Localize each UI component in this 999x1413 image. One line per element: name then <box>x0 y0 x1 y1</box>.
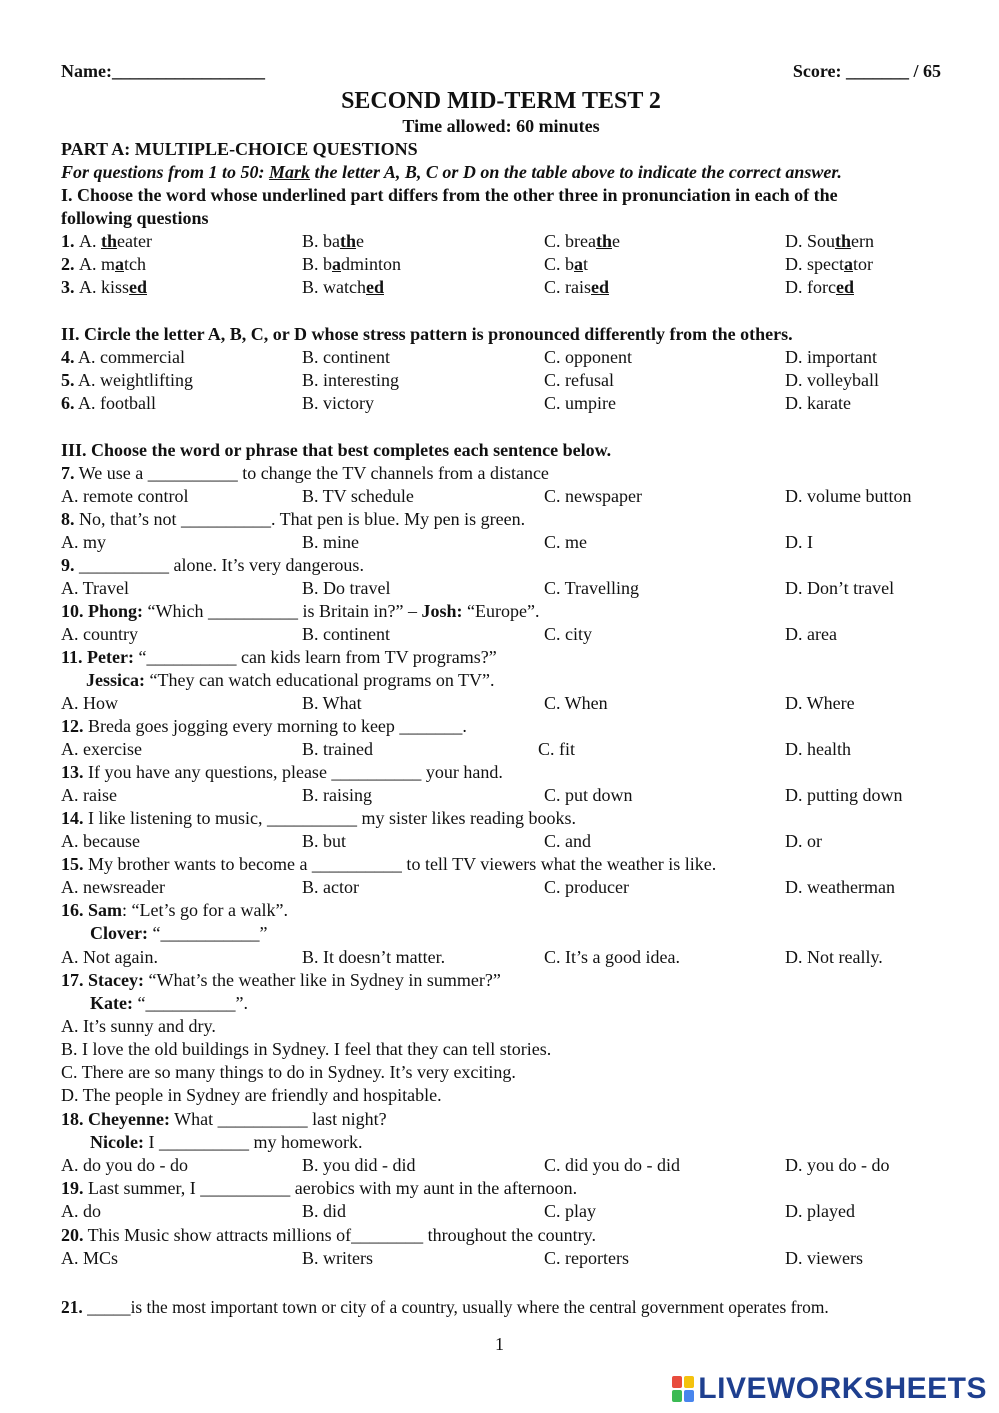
q13-option-b[interactable]: B. raising <box>302 785 372 805</box>
q20-option-c[interactable]: C. reporters <box>544 1248 629 1268</box>
q10-option-d[interactable]: D. area <box>785 624 837 644</box>
q20-options <box>61 1247 941 1270</box>
q18-option-d[interactable]: D. you do - do <box>785 1155 890 1175</box>
q21-stem: 21. _____is the most important town or city of a country, usually where the central government operates from. <box>61 1297 829 1317</box>
q1-option-b[interactable]: B. bathe <box>302 231 365 251</box>
q2-option-b[interactable]: B. badminton <box>302 254 402 274</box>
q11-option-c[interactable]: C. When <box>544 693 608 713</box>
q6-option-d[interactable]: D. karate <box>785 393 851 413</box>
q17-stem: 17. Stacey: “What’s the weather like in Sydney in summer?” <box>61 970 501 990</box>
q12-option-a[interactable]: A. exercise <box>61 739 142 759</box>
q9-options <box>61 577 941 600</box>
q8-options <box>61 531 941 554</box>
q13-options <box>61 784 941 807</box>
q3-option-b[interactable]: B. watched <box>302 277 384 297</box>
q15-option-c[interactable]: C. producer <box>544 877 629 897</box>
q9-option-b[interactable]: B. Do travel <box>302 578 391 598</box>
q18-option-b[interactable]: B. you did - did <box>302 1155 416 1175</box>
q8-option-a[interactable]: A. my <box>61 532 106 552</box>
page-number: 1 <box>495 1334 504 1354</box>
q6-option-a[interactable]: 6. A. football <box>61 393 157 413</box>
question-3 <box>61 276 941 299</box>
q15-option-d[interactable]: D. weatherman <box>785 877 895 897</box>
q15-option-a[interactable]: A. newsreader <box>61 877 165 897</box>
q14-stem: 14. I like listening to music, __________ my sister likes reading books. <box>61 808 576 828</box>
question-6 <box>61 392 941 415</box>
q16-stem-2: Clover: “___________” <box>90 923 268 943</box>
q10-stem: 10. Phong: “Which __________ is Britain in?” – Josh: “Europe”. <box>61 601 540 621</box>
q17-option-c[interactable]: C. There are so many things to do in Sydney. It’s very exciting. <box>61 1062 516 1082</box>
q11-option-d[interactable]: D. Where <box>785 693 855 713</box>
logo-text: LIVEWORKSHEETS <box>698 1372 987 1405</box>
q17-option-b[interactable]: B. I love the old buildings in Sydney. I feel that they can tell stories. <box>61 1039 552 1059</box>
page-title: SECOND MID-TERM TEST 2 <box>341 88 661 114</box>
q12-stem: 12. Breda goes jogging every morning to keep _______. <box>61 716 467 736</box>
q16-option-b[interactable]: B. It doesn’t matter. <box>302 947 446 967</box>
q13-option-a[interactable]: A. raise <box>61 785 117 805</box>
q14-options <box>61 830 941 853</box>
question-5 <box>61 369 941 392</box>
liveworksheets-logo[interactable] <box>672 1372 987 1406</box>
name-field[interactable]: Name:_________________ <box>61 61 265 81</box>
q8-option-b[interactable]: B. mine <box>302 532 359 552</box>
q15-options <box>61 876 941 899</box>
q9-stem: 9. __________ alone. It’s very dangerous. <box>61 555 364 575</box>
section-1-heading-2: following questions <box>61 208 209 228</box>
q9-option-a[interactable]: A. Travel <box>61 578 130 598</box>
q16-option-c[interactable]: C. It’s a good idea. <box>544 947 680 967</box>
q16-stem: 16. Sam: “Let’s go for a walk”. <box>61 900 288 920</box>
q7-option-b[interactable]: B. TV schedule <box>302 486 414 506</box>
score-field: Score: _______ / 65 <box>792 61 941 81</box>
q4-option-a[interactable]: 4. A. commercial <box>61 347 185 367</box>
q1-option-c[interactable]: C. breathe <box>544 231 620 251</box>
q12-option-d[interactable]: D. health <box>785 739 851 759</box>
q17-option-a[interactable]: A. It’s sunny and dry. <box>61 1016 216 1036</box>
q6-option-b[interactable]: B. victory <box>302 393 374 413</box>
q14-option-c[interactable]: C. and <box>544 831 591 851</box>
q19-option-a[interactable]: A. do <box>61 1201 101 1221</box>
q16-options <box>61 946 941 969</box>
q15-option-b[interactable]: B. actor <box>302 877 359 897</box>
q10-option-b[interactable]: B. continent <box>302 624 390 644</box>
q19-stem: 19. Last summer, I __________ aerobics with my aunt in the afternoon. <box>61 1178 578 1198</box>
q11-options <box>61 692 941 715</box>
q14-option-b[interactable]: B. but <box>302 831 347 851</box>
q14-option-d[interactable]: D. or <box>785 831 822 851</box>
q19-option-b[interactable]: B. did <box>302 1201 347 1221</box>
q10-option-a[interactable]: A. country <box>61 624 138 644</box>
q5-option-b[interactable]: B. interesting <box>302 370 399 390</box>
q19-option-d[interactable]: D. played <box>785 1201 855 1221</box>
q6-option-c[interactable]: C. umpire <box>544 393 616 413</box>
q11-stem: 11. Peter: “__________ can kids learn from TV programs?” <box>61 647 497 667</box>
liveworksheets-icon <box>672 1376 694 1402</box>
q7-options <box>61 485 941 508</box>
q11-stem-2: Jessica: “They can watch educational programs on TV”. <box>86 670 495 690</box>
q3-option-c[interactable]: C. raised <box>544 277 609 297</box>
question-1 <box>61 230 941 253</box>
q10-option-c[interactable]: C. city <box>544 624 592 644</box>
q16-option-a[interactable]: A. Not again. <box>61 947 158 967</box>
q13-option-d[interactable]: D. putting down <box>785 785 903 805</box>
question-2 <box>61 253 941 276</box>
q3-option-d[interactable]: D. forced <box>785 277 854 297</box>
question-4 <box>61 346 941 369</box>
q2-option-c[interactable]: C. bat <box>544 254 589 274</box>
q11-option-a[interactable]: A. How <box>61 693 118 713</box>
q19-option-c[interactable]: C. play <box>544 1201 596 1221</box>
q5-option-d[interactable]: D. volleyball <box>785 370 879 390</box>
q1-option-a[interactable]: 1. A. theater <box>61 231 152 251</box>
q4-option-c[interactable]: C. opponent <box>544 347 632 367</box>
q7-option-d[interactable]: D. volume button <box>785 486 912 506</box>
q16-option-d[interactable]: D. Not really. <box>785 947 883 967</box>
q3-option-a[interactable]: 3. A. kissed <box>61 277 148 297</box>
q8-option-c[interactable]: C. me <box>544 532 587 552</box>
q13-option-c[interactable]: C. put down <box>544 785 633 805</box>
q20-option-b[interactable]: B. writers <box>302 1248 373 1268</box>
q9-option-c[interactable]: C. Travelling <box>544 578 640 598</box>
q12-option-b[interactable]: B. trained <box>302 739 373 759</box>
q19-options <box>61 1200 941 1223</box>
q10-options <box>61 623 941 646</box>
q18-option-c[interactable]: C. did you do - did <box>544 1155 681 1175</box>
q18-options <box>61 1154 941 1177</box>
q12-option-c[interactable]: C. fit <box>538 739 576 759</box>
section-1-heading: I. Choose the word whose underlined part differs from the other three in pronunciation in each of the <box>61 185 838 205</box>
q11-option-b[interactable]: B. What <box>302 693 362 713</box>
q2-option-a[interactable]: 2. A. match <box>61 254 146 274</box>
q14-option-a[interactable]: A. because <box>61 831 140 851</box>
q18-stem: 18. Cheyenne: What __________ last night? <box>61 1109 387 1129</box>
q2-option-d[interactable]: D. spectator <box>785 254 873 274</box>
q18-stem-2: Nicole: I __________ my homework. <box>90 1132 363 1152</box>
q5-option-c[interactable]: C. refusal <box>544 370 614 390</box>
time-allowed: Time allowed: 60 minutes <box>402 116 600 136</box>
q5-option-a[interactable]: 5. A. weightlifting <box>61 370 194 390</box>
q8-stem: 8. No, that’s not __________. That pen is blue. My pen is green. <box>61 509 526 529</box>
part-a-heading: PART A: MULTIPLE-CHOICE QUESTIONS <box>61 139 418 159</box>
q4-option-d[interactable]: D. important <box>785 347 877 367</box>
q4-option-b[interactable]: B. continent <box>302 347 390 367</box>
q7-option-a[interactable]: A. remote control <box>61 486 189 506</box>
q20-option-a[interactable]: A. MCs <box>61 1248 119 1268</box>
q1-option-d[interactable]: D. Southern <box>785 231 875 251</box>
q8-option-d[interactable]: D. I <box>785 532 813 552</box>
q17-stem-2: Kate: “__________”. <box>90 993 248 1013</box>
section-2-heading: II. Circle the letter A, B, C, or D whose stress pattern is pronounced differently from the others. <box>61 324 793 344</box>
q7-option-c[interactable]: C. newspaper <box>544 486 642 506</box>
q18-option-a[interactable]: A. do you do - do <box>61 1155 188 1175</box>
q7-stem: 7. We use a __________ to change the TV channels from a distance <box>61 463 549 483</box>
q9-option-d[interactable]: D. Don’t travel <box>785 578 895 598</box>
instructions: For questions from 1 to 50: Mark the letter A, B, C or D on the table above to indicate the correct answer. <box>61 162 842 182</box>
q20-stem: 20. This Music show attracts millions of________ throughout the country. <box>61 1225 596 1245</box>
q12-options <box>61 738 941 761</box>
q17-option-d[interactable]: D. The people in Sydney are friendly and hospitable. <box>61 1085 442 1105</box>
q15-stem: 15. My brother wants to become a __________ to tell TV viewers what the weather is like. <box>61 854 717 874</box>
section-3-heading: III. Choose the word or phrase that best completes each sentence below. <box>61 440 612 460</box>
q13-stem: 13. If you have any questions, please __________ your hand. <box>61 762 503 782</box>
q20-option-d[interactable]: D. viewers <box>785 1248 863 1268</box>
